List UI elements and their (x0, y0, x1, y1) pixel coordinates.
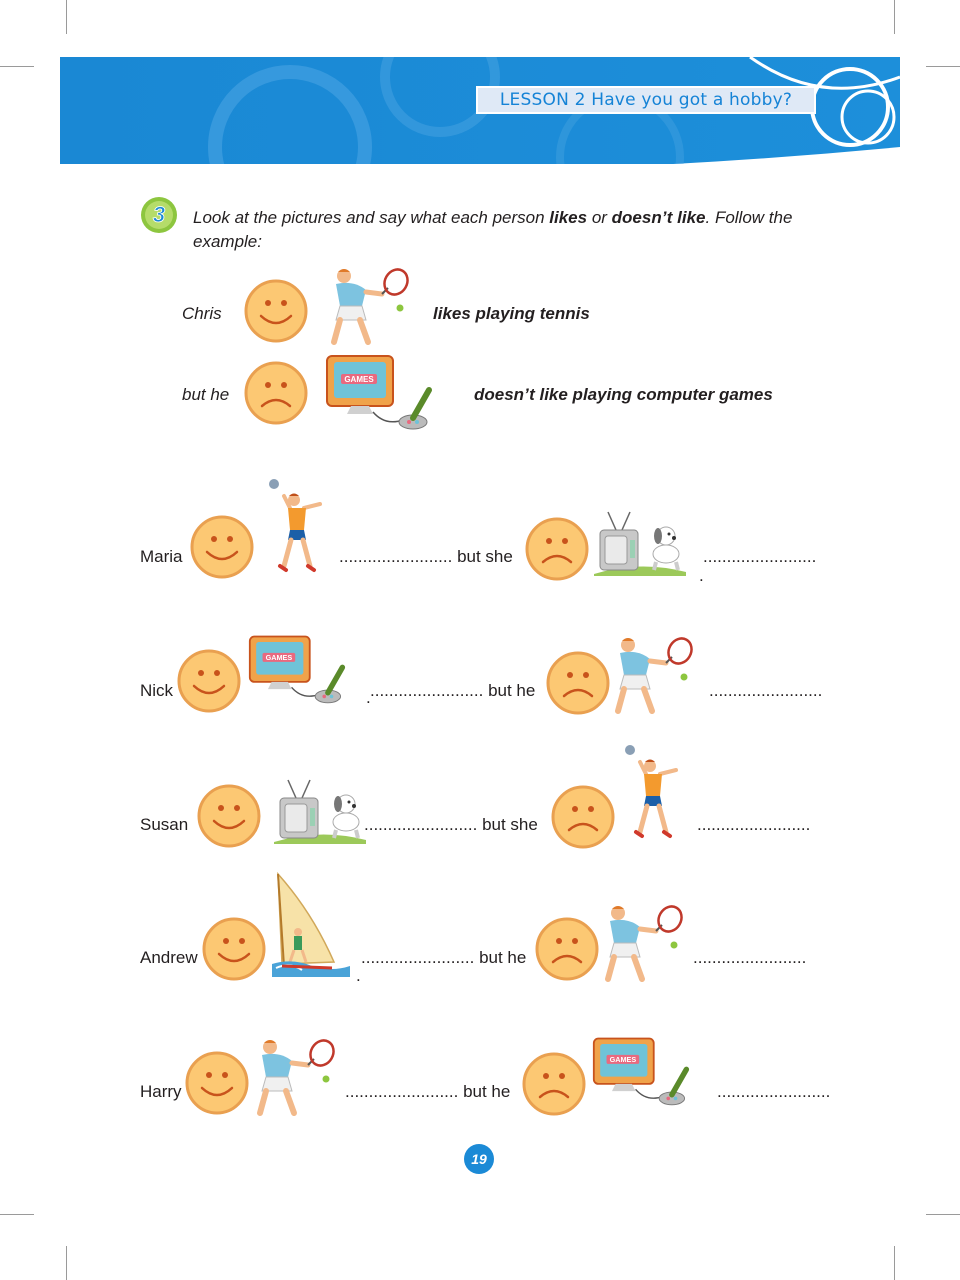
happy-face-icon (243, 278, 309, 344)
answer-blank-likes[interactable]: ........................ but he (345, 1082, 511, 1101)
computer-games-icon (248, 634, 366, 708)
answer-blank-doesnt-like[interactable]: ........................ (703, 547, 817, 566)
answer-blank-likes[interactable]: ........................ but she (339, 547, 513, 566)
answer-blank-doesnt-like[interactable]: ........................ (697, 815, 811, 834)
example-name: Chris (182, 304, 222, 323)
crop-mark (926, 66, 960, 67)
tennis-player-icon (326, 266, 416, 346)
tennis-player-icon (252, 1036, 342, 1118)
answer-blank-likes[interactable]: ........................ but he (370, 681, 536, 700)
sad-face-icon (550, 784, 616, 850)
svg-text:GAMES: GAMES (609, 1055, 637, 1065)
happy-face-icon (184, 1050, 250, 1116)
sad-face-icon (524, 516, 590, 582)
stray-dot: . (699, 566, 704, 585)
crop-mark (0, 1214, 34, 1215)
happy-face-icon (196, 783, 262, 849)
answer-blank-doesnt-like[interactable]: ........................ (717, 1082, 831, 1101)
sad-face-icon (534, 916, 600, 982)
answer-blank-likes[interactable]: ........................ but she (364, 815, 538, 834)
instruction-text: Look at the pictures and say what each person likes or doesn’t like. Follow the example: (193, 208, 793, 251)
lesson-title-box (476, 86, 816, 114)
sad-face-icon (521, 1051, 587, 1117)
volleyball-player-icon (620, 740, 690, 845)
crop-mark (66, 0, 67, 34)
example-doesnt-answer: doesn’t like playing computer games (474, 385, 773, 404)
stray-dot: . (356, 966, 361, 985)
row-name-andrew: Andrew (140, 948, 198, 967)
tv-and-dog-icon (594, 510, 686, 576)
answer-blank-likes[interactable]: ........................ but he (361, 948, 527, 967)
crop-mark (0, 66, 34, 67)
page-number-badge (464, 1144, 494, 1174)
stray-dot: . (366, 688, 371, 707)
crop-mark (894, 1246, 895, 1280)
tv-and-dog-icon (274, 778, 366, 844)
row-name-nick: Nick (140, 681, 174, 700)
example-likes-answer: likes playing tennis (433, 304, 590, 323)
svg-text:GAMES: GAMES (265, 653, 293, 663)
computer-games-icon (325, 354, 455, 434)
crop-mark (894, 0, 895, 34)
row-name-susan: Susan (140, 815, 189, 834)
computer-games-icon (592, 1036, 710, 1110)
answer-blank-doesnt-like[interactable]: ........................ (693, 948, 807, 967)
happy-face-icon (176, 648, 242, 714)
crop-mark (66, 1246, 67, 1280)
row-name-harry: Harry (140, 1082, 182, 1101)
lesson-title: LESSON 2 Have you got a hobby? (499, 90, 793, 110)
row-name-maria: Maria (140, 547, 183, 566)
svg-text:GAMES: GAMES (344, 375, 374, 384)
sad-face-icon (545, 650, 611, 716)
answer-blank-doesnt-like[interactable]: ........................ (709, 681, 823, 700)
volleyball-player-icon (264, 474, 334, 579)
happy-face-icon (189, 514, 255, 580)
exercise-number: 3 (152, 202, 166, 227)
example-but-label: but he (182, 385, 230, 404)
exercise-number-badge (140, 196, 178, 234)
happy-face-icon (201, 916, 267, 982)
windsurfer-icon (272, 872, 352, 977)
sad-face-icon (243, 360, 309, 426)
tennis-player-icon (610, 634, 700, 716)
crop-mark (926, 1214, 960, 1215)
tennis-player-icon (600, 902, 690, 984)
page-number: 19 (471, 1151, 487, 1167)
